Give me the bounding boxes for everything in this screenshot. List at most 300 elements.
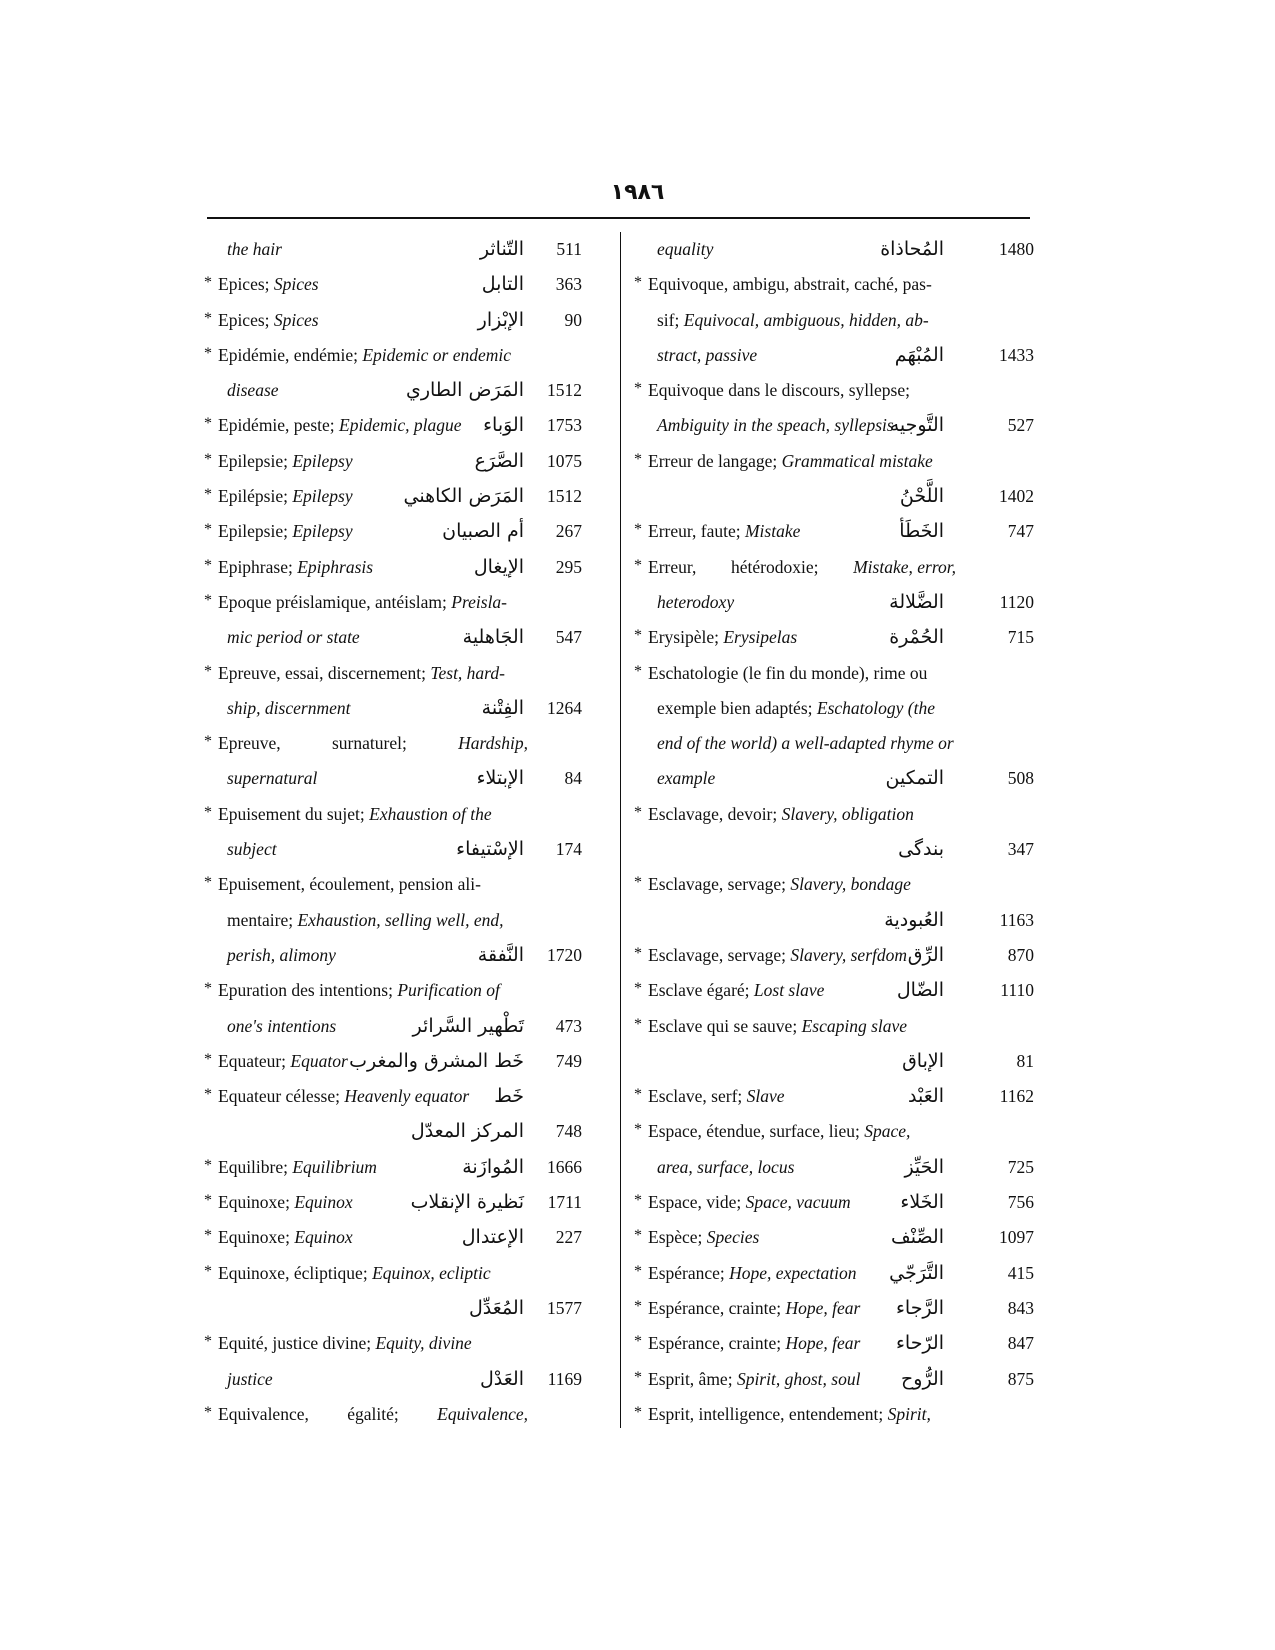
entry-bullet: * [204, 1050, 212, 1068]
arabic-term: التمكين [885, 767, 944, 790]
english-gloss: Preisla- [451, 591, 508, 612]
entry-bullet: * [204, 556, 212, 574]
entry-latin-text [227, 1362, 273, 1397]
arabic-term: الخَلاء [900, 1191, 944, 1214]
entry-bullet: * [634, 980, 642, 998]
entry-line [204, 1044, 614, 1079]
english-gloss: one's intentions [227, 1015, 337, 1036]
english-gloss: equality [657, 239, 714, 259]
entry-latin-text [227, 903, 504, 938]
english-gloss: Equator [290, 1050, 348, 1071]
entry-line [634, 1009, 1034, 1044]
arabic-term: الرِّق [907, 943, 944, 966]
entry-line [634, 303, 1034, 338]
english-gloss: Space, vacuum [745, 1192, 851, 1213]
entry-latin-text [648, 550, 956, 585]
entry-line [634, 1397, 1034, 1432]
english-gloss: Species [706, 1227, 760, 1248]
entry-latin-text [648, 656, 927, 691]
entry-line [204, 761, 614, 796]
entry-reference-number: 1097 [999, 1227, 1034, 1248]
french-term: Epreuve, [218, 733, 281, 754]
english-gloss: Equinox [294, 1227, 353, 1248]
entry-bullet: * [634, 1297, 642, 1315]
entry-bullet: * [204, 344, 212, 362]
entry-line [634, 867, 1034, 902]
entry-latin-text [218, 973, 500, 1008]
entry-line [634, 1185, 1034, 1220]
entry-line [634, 373, 1034, 408]
entry-reference-number: 1402 [999, 486, 1034, 507]
entry-latin-text [657, 232, 713, 267]
french-term: Erysipèle; [648, 627, 724, 648]
entry-latin-text [227, 938, 336, 973]
entry-reference-number: 81 [1016, 1050, 1034, 1071]
entry-line [204, 1114, 614, 1149]
english-gloss: Epidemic or endemic [362, 344, 512, 365]
french-term: Epuisement, écoulement, pension ali- [218, 874, 481, 895]
arabic-term: الضَّلالة [889, 590, 944, 613]
entry-line [204, 797, 614, 832]
entry-latin-text [218, 303, 319, 338]
french-term: Epidémie, endémie; [218, 344, 363, 365]
entry-line [634, 620, 1034, 655]
english-gloss: Test, hard- [430, 662, 505, 683]
entry-line [634, 1114, 1034, 1149]
entry-latin-text [218, 1150, 377, 1185]
english-gloss: Exhaustion, selling well, end, [297, 909, 504, 930]
english-gloss: supernatural [227, 768, 318, 789]
entry-bullet: * [634, 556, 642, 574]
entry-latin-text [227, 1009, 336, 1044]
english-gloss: perish, alimony [227, 944, 336, 965]
entry-latin-text [648, 620, 797, 655]
english-gloss: Slavery, obligation [781, 803, 914, 824]
entry-line [634, 1326, 1034, 1361]
entry-line [634, 832, 1034, 867]
arabic-term: الضّال [896, 979, 944, 1002]
french-term: Equivalence, [218, 1403, 309, 1424]
arabic-term: المُبْهَم [894, 343, 944, 366]
french-term: surnaturel; [331, 733, 407, 754]
entry-latin-text [648, 973, 824, 1008]
french-term: égalité; [347, 1403, 399, 1424]
french-term: Equinoxe, écliptique; [218, 1262, 373, 1283]
entry-bullet: * [204, 733, 212, 751]
french-term: Eschatologie (le fin du monde), rime ou [648, 662, 928, 683]
english-gloss: Hope, fear [785, 1297, 861, 1318]
entry-bullet: * [204, 1192, 212, 1210]
entry-latin-text [218, 479, 353, 514]
english-gloss: Epilepsy [292, 521, 353, 542]
english-gloss: heterodoxy [657, 591, 735, 612]
entry-reference-number: 715 [1007, 627, 1034, 648]
entry-latin-text [648, 1079, 785, 1114]
arabic-term: المُحاذاة [880, 238, 944, 260]
entry-line [204, 373, 614, 408]
entry-line [204, 726, 614, 761]
entry-reference-number: 1075 [547, 450, 582, 471]
entry-line [204, 656, 614, 691]
entry-line [634, 726, 1034, 761]
entry-bullet: * [204, 521, 212, 539]
entry-line [634, 338, 1034, 373]
entry-latin-text [218, 1397, 528, 1432]
french-term: mentaire; [227, 909, 298, 930]
arabic-term: الإبتلاء [476, 767, 524, 790]
french-term: Equinoxe; [218, 1192, 295, 1213]
entry-reference-number: 1162 [999, 1086, 1034, 1107]
entry-bullet: * [204, 1227, 212, 1245]
entry-reference-number: 748 [555, 1121, 582, 1142]
entry-latin-text [218, 1220, 353, 1255]
entry-latin-text [218, 267, 319, 302]
english-gloss: Equinox [294, 1192, 353, 1213]
entry-latin-text [657, 408, 894, 443]
entry-reference-number: 1264 [547, 697, 582, 718]
french-term: Espèce; [648, 1227, 707, 1248]
english-gloss: Slavery, bondage [790, 874, 911, 895]
entry-reference-number: 1163 [999, 909, 1034, 930]
entry-line [204, 691, 614, 726]
english-gloss: Equity, divine [375, 1333, 472, 1354]
entry-bullet: * [634, 803, 642, 821]
entry-line [204, 479, 614, 514]
entry-latin-text [648, 514, 800, 549]
entry-latin-text [648, 444, 933, 479]
english-gloss: Mistake [744, 521, 801, 542]
entry-line [204, 1009, 614, 1044]
entry-bullet: * [634, 521, 642, 539]
entry-line [204, 973, 614, 1008]
entry-line [634, 267, 1034, 302]
entry-reference-number: 1666 [547, 1156, 582, 1177]
entry-reference-number: 1480 [999, 239, 1034, 259]
entry-reference-number: 347 [1007, 839, 1034, 860]
arabic-term: الإسْتيفاء [456, 838, 524, 861]
french-term: Esprit, intelligence, entendement; [648, 1403, 888, 1424]
french-term: Esclavage, servage; [648, 874, 791, 895]
entry-bullet: * [204, 874, 212, 892]
french-term: Epilepsie; [218, 450, 293, 471]
english-gloss: area, surface, locus [657, 1156, 795, 1177]
entry-line [634, 1220, 1034, 1255]
french-term: Espérance, crainte; [648, 1297, 786, 1318]
english-gloss: Hope, expectation [729, 1262, 857, 1283]
entry-bullet: * [634, 627, 642, 645]
arabic-term: الوَباء [483, 414, 524, 437]
entry-latin-text [648, 373, 910, 408]
french-term: Epreuve, essai, discernement; [218, 662, 431, 683]
entry-bullet: * [634, 874, 642, 892]
entry-line [634, 479, 1034, 514]
entry-line [204, 1362, 614, 1397]
arabic-term: المُعَدِّل [469, 1296, 524, 1319]
entry-latin-text [648, 867, 911, 902]
english-gloss: Hope, fear [785, 1333, 861, 1354]
english-gloss: example [657, 768, 716, 789]
arabic-term: الإعتدال [461, 1226, 524, 1249]
french-term: Erreur de langage; [648, 450, 782, 471]
entry-bullet: * [204, 1403, 212, 1421]
entry-latin-text [657, 691, 935, 726]
entry-bullet: * [204, 274, 212, 292]
entry-latin-text [218, 585, 507, 620]
english-gloss: Equivocal, ambiguous, hidden, ab- [683, 309, 929, 330]
arabic-term: الصَّرَع [474, 449, 524, 472]
entry-latin-text [218, 797, 492, 832]
right-column [634, 232, 1034, 1432]
english-gloss: Erysipelas [723, 627, 798, 648]
english-gloss: end of the world) a well-adapted rhyme or [657, 733, 954, 754]
french-term: Epoque préislamique, antéislam; [218, 591, 452, 612]
english-gloss: Lost slave [753, 980, 825, 1001]
entry-line [634, 691, 1034, 726]
french-term: Erreur, [648, 556, 697, 577]
english-gloss: Spirit, ghost, soul [736, 1368, 861, 1389]
arabic-term: العَدْل [479, 1367, 524, 1390]
entry-latin-text [218, 726, 528, 761]
french-term: Epices; [218, 309, 274, 330]
english-gloss: Heavenly equator [344, 1086, 470, 1107]
arabic-term: أم الصبيان [442, 520, 524, 543]
entry-reference-number: 1110 [1000, 980, 1034, 1001]
english-gloss: Purification of [397, 980, 500, 1001]
entry-bullet: * [634, 380, 642, 398]
english-gloss: disease [227, 380, 279, 401]
entry-bullet: * [634, 274, 642, 292]
entry-line [634, 444, 1034, 479]
french-term: Equivoque, ambigu, abstrait, caché, pas- [648, 274, 932, 295]
entry-line [204, 444, 614, 479]
entry-line [204, 585, 614, 620]
entry-latin-text [218, 338, 511, 373]
entry-bullet: * [204, 1086, 212, 1104]
english-gloss: Eschatology (the [816, 697, 935, 718]
entry-latin-text [227, 691, 350, 726]
arabic-term: العُبودية [884, 908, 944, 931]
entry-reference-number: 1169 [547, 1368, 582, 1389]
entry-bullet: * [204, 803, 212, 821]
french-term: Espérance, crainte; [648, 1333, 786, 1354]
entry-latin-text [218, 867, 481, 902]
entry-reference-number: 473 [555, 1015, 582, 1036]
entry-line [204, 1291, 614, 1326]
entry-reference-number: 843 [1007, 1297, 1034, 1318]
english-gloss: the hair [227, 239, 282, 259]
entry-bullet: * [634, 1333, 642, 1351]
entry-line [634, 408, 1034, 443]
entry-latin-text [648, 1291, 860, 1326]
arabic-term: المركز المعدّل [410, 1120, 524, 1143]
arabic-term: الخَطَأ [899, 520, 944, 543]
entry-line [634, 1079, 1034, 1114]
entry-line [204, 1326, 614, 1361]
entry-reference-number: 84 [564, 768, 582, 789]
english-gloss: Epidemic, plague [339, 415, 462, 436]
entry-latin-text [648, 1220, 759, 1255]
french-term: Espace, vide; [648, 1192, 746, 1213]
entry-line [204, 514, 614, 549]
english-gloss: Epilepsy [292, 450, 353, 471]
entry-line [204, 1079, 614, 1114]
entry-line [204, 232, 614, 267]
entry-latin-text [218, 1044, 348, 1079]
entry-line [204, 408, 614, 443]
french-term: Espérance; [648, 1262, 730, 1283]
arabic-term: الرّحاء [895, 1332, 944, 1355]
french-term: Equateur célesse; [218, 1086, 345, 1107]
arabic-term: المُوازَنة [462, 1155, 524, 1178]
entry-reference-number: 527 [1007, 415, 1034, 436]
entry-latin-text [218, 514, 353, 549]
french-term: Esclavage, devoir; [648, 803, 782, 824]
entry-latin-text [648, 1256, 856, 1291]
entry-latin-text [648, 938, 907, 973]
entry-reference-number: 547 [555, 627, 582, 648]
entry-line [204, 832, 614, 867]
arabic-term: تَطْهير السَّرائر [412, 1014, 524, 1037]
entry-latin-text [648, 1397, 931, 1432]
entry-line [204, 903, 614, 938]
english-gloss: Exhaustion of the [369, 803, 492, 824]
entry-bullet: * [634, 1227, 642, 1245]
english-gloss: Equinox, ecliptic [372, 1262, 491, 1283]
arabic-term: التابل [481, 273, 524, 296]
entry-reference-number: 1120 [999, 591, 1034, 612]
entry-latin-text [218, 408, 461, 443]
english-gloss: mic period or state [227, 627, 360, 648]
entry-bullet: * [634, 1403, 642, 1421]
column-divider [620, 232, 621, 1428]
entry-reference-number: 725 [1007, 1156, 1034, 1177]
french-term: Epuisement du sujet; [218, 803, 370, 824]
entry-line [634, 1256, 1034, 1291]
english-gloss: Ambiguity in the speach, syllepsis [657, 415, 894, 436]
entry-line [204, 303, 614, 338]
entry-bullet: * [634, 1015, 642, 1033]
english-gloss: Epilepsy [292, 486, 353, 507]
entry-latin-text [648, 1362, 860, 1397]
entry-reference-number: 511 [556, 239, 582, 259]
entry-line [634, 514, 1034, 549]
entry-line [204, 1150, 614, 1185]
arabic-term: المَرَض الطاري [405, 379, 524, 402]
english-gloss: Spices [273, 274, 319, 295]
entry-line [204, 938, 614, 973]
entry-bullet: * [204, 309, 212, 327]
entry-reference-number: 1577 [547, 1297, 582, 1318]
entry-latin-text [227, 620, 360, 655]
arabic-term: المَرَض الكاهني [403, 485, 524, 508]
arabic-term: الإباق [902, 1049, 944, 1072]
entry-bullet: * [634, 944, 642, 962]
arabic-term: خَط [494, 1085, 524, 1108]
french-term: Epidémie, peste; [218, 415, 340, 436]
entry-latin-text [648, 1185, 851, 1220]
english-gloss: Slave [746, 1086, 785, 1107]
arabic-term: الصِّنْف [891, 1226, 944, 1249]
arabic-term: الحَيِّز [904, 1155, 944, 1178]
page-number: ١٩٨٦ [610, 180, 665, 205]
arabic-term: النَّفقة [477, 943, 524, 966]
entry-reference-number: 747 [1007, 521, 1034, 542]
arabic-term: التّناثر [479, 238, 524, 260]
arabic-term: الرُّوح [901, 1367, 944, 1390]
entry-line [634, 973, 1034, 1008]
english-gloss: subject [227, 839, 277, 860]
entry-latin-text [218, 1185, 353, 1220]
entry-latin-text [218, 550, 373, 585]
french-term: Esclavage, servage; [648, 944, 791, 965]
entry-line [634, 232, 1034, 267]
english-gloss: Spirit, [887, 1403, 931, 1424]
entry-reference-number: 1512 [547, 380, 582, 401]
entry-line [634, 1044, 1034, 1079]
entry-reference-number: 90 [564, 309, 582, 330]
entry-reference-number: 756 [1007, 1192, 1034, 1213]
entry-reference-number: 267 [555, 521, 582, 542]
entry-line [634, 797, 1034, 832]
entry-bullet: * [634, 1368, 642, 1386]
entry-bullet: * [634, 1086, 642, 1104]
arabic-term: الفِتْنة [481, 696, 524, 719]
arabic-term: الرَّجاء [895, 1296, 944, 1319]
entry-latin-text [648, 1009, 907, 1044]
french-term: Epuration des intentions; [218, 980, 398, 1001]
french-term: Equité, justice divine; [218, 1333, 376, 1354]
entry-line [634, 903, 1034, 938]
entry-bullet: * [204, 662, 212, 680]
entry-reference-number: 415 [1007, 1262, 1034, 1283]
entry-line [204, 1185, 614, 1220]
english-gloss: stract, passive [657, 344, 758, 365]
entry-reference-number: 295 [555, 556, 582, 577]
arabic-term: العَبْد [908, 1085, 944, 1108]
entry-line [204, 1397, 614, 1432]
entry-reference-number: 227 [555, 1227, 582, 1248]
entry-line [634, 550, 1034, 585]
entry-latin-text [218, 1256, 491, 1291]
entry-reference-number: 870 [1007, 944, 1034, 965]
english-gloss: Escaping slave [801, 1015, 908, 1036]
entry-reference-number: 875 [1007, 1368, 1034, 1389]
english-gloss: Mistake, error, [853, 556, 956, 577]
french-term: Esprit, âme; [648, 1368, 737, 1389]
entry-latin-text [657, 761, 715, 796]
french-term: exemple bien adaptés; [657, 697, 817, 718]
arabic-term: الحُمْرة [889, 626, 944, 649]
entry-reference-number: 1433 [999, 344, 1034, 365]
entry-line [204, 867, 614, 902]
entry-reference-number: 174 [555, 839, 582, 860]
entry-reference-number: 749 [555, 1050, 582, 1071]
entry-line [634, 761, 1034, 796]
entry-bullet: * [204, 1156, 212, 1174]
left-column [204, 232, 614, 1432]
entry-reference-number: 363 [555, 274, 582, 295]
arabic-term: بندگی [898, 838, 944, 861]
entry-latin-text [218, 1326, 472, 1361]
entry-latin-text [227, 373, 279, 408]
french-term: Erreur, faute; [648, 521, 745, 542]
entry-line [634, 1150, 1034, 1185]
arabic-term: اللَّحْنُ [899, 485, 944, 508]
entry-reference-number: 1753 [547, 415, 582, 436]
french-term: Epilépsie; [218, 486, 293, 507]
entry-bullet: * [634, 662, 642, 680]
entry-reference-number: 847 [1007, 1333, 1034, 1354]
